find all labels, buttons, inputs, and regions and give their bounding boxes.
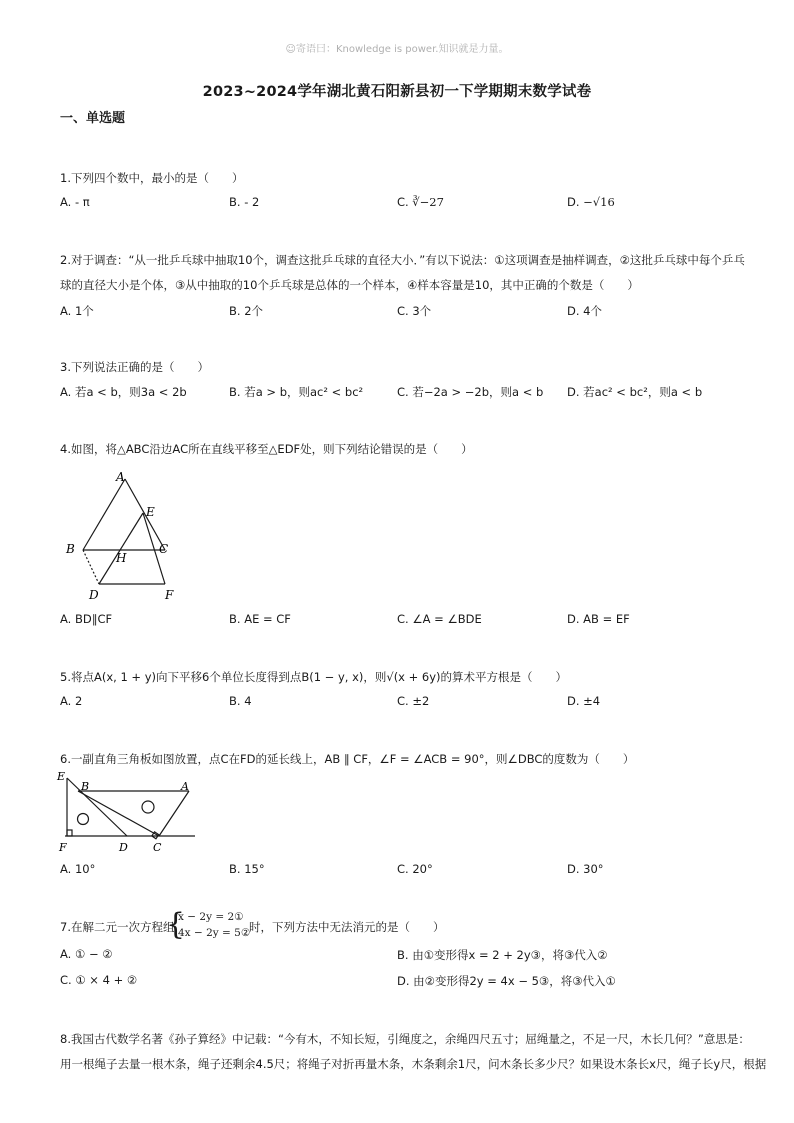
segment-ed <box>99 513 143 584</box>
question-4-figure <box>55 465 195 605</box>
header-motto: ☺寄语曰：Knowledge is power.知识就是力量。 <box>285 44 509 55</box>
question-7-option-b[interactable]: B. 由①变形得x = 2 + 2y③，将③代入② <box>397 948 608 962</box>
label-e: E <box>146 505 155 519</box>
label-a: A <box>116 470 125 484</box>
question-3-option-c[interactable]: C. 若−2a > −2b，则a < b <box>397 385 544 399</box>
question-2-option-b[interactable]: B. 2个 <box>229 304 264 318</box>
question-3-option-d[interactable]: D. 若ac² < bc²，则a < b <box>567 385 703 399</box>
question-4-stem: 4.如图，将△ABC沿边AC所在直线平移至△EDF处，则下列结论错误的是（ ） <box>60 442 473 456</box>
segment-ed <box>67 778 127 836</box>
question-2-stem-line2: 球的直径大小是个体，③从中抽取的10个乒乓球是总体的一个样本，④样本容量是10，其中正确的个数是（ ） <box>60 278 639 292</box>
question-5-stem: 5.将点A(x, 1 + y)向下平移6个单位长度得到点B(1 − y, x)，则√(x + 6y)的算术平方根是（ ） <box>60 670 568 684</box>
question-5-option-a[interactable]: A. 2 <box>60 694 83 708</box>
question-2-option-d[interactable]: D. 4个 <box>567 304 602 318</box>
question-5-option-d[interactable]: D. ±4 <box>567 694 601 708</box>
question-1-option-c[interactable] <box>397 195 444 209</box>
question-4-option-d[interactable]: D. AB = EF <box>567 612 630 626</box>
segment-bc <box>78 791 159 836</box>
question-1-option-a[interactable]: A. - π <box>60 195 90 209</box>
set-square-hole-1 <box>78 814 89 825</box>
question-7-option-d[interactable]: D. 由②变形得2y = 4x − 5③，将③代入① <box>397 974 616 988</box>
label-a: A <box>181 780 189 793</box>
question-6-stem: 6.一副直角三角板如图放置，点C在FD的延长线上，AB ∥ CF，∠F = ∠ACB = 90°，则∠DBC的度数为（ ） <box>60 752 635 766</box>
right-angle-f <box>67 830 72 836</box>
segment-ac <box>159 791 189 836</box>
cube-root-expression: ∛−27 <box>412 195 444 209</box>
section-heading: 一、单选题 <box>60 111 126 126</box>
question-7-stem-suffix: 时，下列方法中无法消元的是（ ） <box>249 920 445 934</box>
square-root-expression: −√16 <box>583 195 615 209</box>
question-4-option-c[interactable]: C. ∠A = ∠BDE <box>397 612 482 626</box>
question-7-option-a[interactable]: A. ① − ② <box>60 947 113 961</box>
question-3-option-b[interactable]: B. 若a > b，则ac² < bc² <box>229 385 364 399</box>
question-1-option-b[interactable]: B. - 2 <box>229 195 260 209</box>
set-square-hole-2 <box>142 801 154 813</box>
question-2-option-a[interactable]: A. 1个 <box>60 304 94 318</box>
question-1-option-d[interactable] <box>567 195 615 209</box>
label-c: C <box>159 542 169 556</box>
question-1-stem: 1.下列四个数中，最小的是（ ） <box>60 171 244 185</box>
label-b: B <box>81 780 90 793</box>
label-d: D <box>89 588 99 602</box>
question-8-stem-line1: 8.我国古代数学名著《孙子算经》中记载：“今有木，不知长短，引绳度之，余绳四尺五寸；屈绳量之，不足一尺，木长几何？”意思是： <box>60 1032 750 1046</box>
segment-ab <box>83 479 125 550</box>
segment-bd-dashed <box>83 550 99 584</box>
question-3-option-a[interactable]: A. 若a < b，则3a < 2b <box>60 385 187 399</box>
question-6-option-c[interactable]: C. 20° <box>397 862 433 876</box>
question-6-option-a[interactable]: A. 10° <box>60 862 96 876</box>
question-2-stem-line1: 2.对于调查：“从一批乒乓球中抽取10个，调查这批乒乓球的直径大小．”有以下说法：①这项调查是抽样调查，②这批乒乓球中每个乒乓 <box>60 253 745 267</box>
label-h: H <box>116 551 127 565</box>
label-f: F <box>165 588 174 602</box>
label-f: F <box>59 841 67 854</box>
segment-ac <box>125 479 165 550</box>
option-c-prefix: C. <box>397 195 413 209</box>
equation-system-brace: { <box>166 907 186 942</box>
question-6-option-d[interactable]: D. 30° <box>567 862 604 876</box>
question-5-option-c[interactable]: C. ±2 <box>397 694 430 708</box>
question-7-stem-prefix: 7.在解二元一次方程组 <box>60 920 175 934</box>
document-title: 2023~2024学年湖北黄石阳新县初一下学期期末数学试卷 <box>202 84 592 100</box>
label-b: B <box>66 542 75 556</box>
question-3-stem: 3.下列说法正确的是（ ） <box>60 360 209 374</box>
question-7-option-c[interactable]: C. ① × 4 + ② <box>60 973 138 987</box>
equation-1: x − 2y = 2① <box>178 911 244 923</box>
question-8-stem-line2: 用一根绳子去量一根木条，绳子还剩余4.5尺；将绳子对折再量木条，木条剩余1尺，问木条长多少尺？如果设木条长x尺，绳子长y尺，根据 <box>60 1057 767 1071</box>
option-d-prefix: D. <box>567 195 584 209</box>
equation-2: 4x − 2y = 5② <box>178 927 251 939</box>
question-4-option-b[interactable]: B. AE = CF <box>229 612 291 626</box>
label-c: C <box>153 841 162 854</box>
label-d: D <box>119 841 128 854</box>
question-2-option-c[interactable]: C. 3个 <box>397 304 432 318</box>
label-e: E <box>57 770 66 783</box>
question-6-option-b[interactable]: B. 15° <box>229 862 265 876</box>
question-6-figure <box>55 768 200 856</box>
question-5-option-b[interactable]: B. 4 <box>229 694 252 708</box>
question-4-option-a[interactable]: A. BD∥CF <box>60 612 113 626</box>
